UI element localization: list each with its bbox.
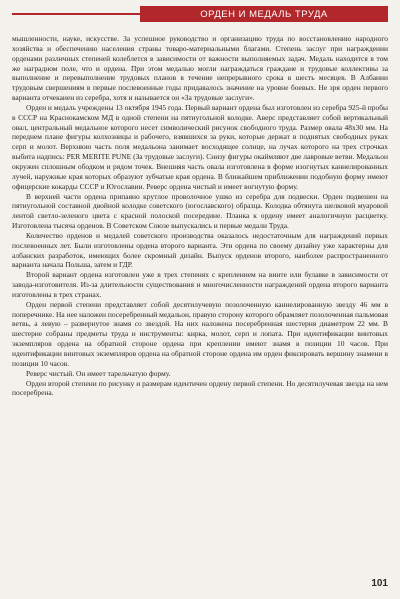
page-number: 101	[371, 578, 388, 589]
paragraph: Реверс чистый. Он имеет тарельчатую форму.	[26, 368, 171, 378]
header-rule	[12, 13, 140, 15]
paragraph: Орден первой степени представляет собой десятилучевую позолоченную каннелированную звезду 46 мм в поперечнике. На нее наложен посеребренный медальон, правую сторону которого обрамляет позолоченная пальмовая ветвь, а левую – развернутое знамя со звездой. На них наложена посеребренная шестерня диаметром 22 мм. В шестерне собраны предметы труда и инструменты: кирка, молот, серп и лопата. При идентификации винтовых экземпляров ордена на обратной стороне ордена при креплении имеют знамя в позиции 10 часов. При идентификации винтовых экземпляров ордена на обратной стороне ордена им орден фиксировать вершину знамени в позиции 10 часов.	[12, 299, 388, 368]
paragraph: Количество орденов и медалей советского производства оказалось недостаточным для награждений первых послевоенных лет. Были изготовлены ордена второго варианта. Эти ордена по своему дизайну уже характерны для албанских разработок, имеющих более скромный дизайн. Выпуск орденов второго, наиболее распространенного варианта начала Польша, затем и ГДР.	[12, 230, 388, 270]
paragraph: Второй вариант ордена изготовлен уже в трех степенях с креплением на винте или булавке в зависимости от завода-изготовителя. Из-за длительности существования и многочисленности награждений ордена второго варианта изготовлены в трех странах.	[12, 270, 388, 299]
paragraph: Орден второй степени по рисунку и размерам идентичен ордену первой степени. Но десятилучевая звезда на нем посеребрена.	[12, 378, 388, 398]
body-text	[12, 34, 388, 398]
paragraph: мышленности, науке, искусстве. За успешное руководство и организацию труда по восстановлению народного хозяйства и обеспечению населения страны товаро-материальными благами. Степень заслуг при награждении орденами различных степеней колеблется в зависимости от важности выполняемых задач. Медаль находится в том же наградном поле, что и ордена. При этом медалью могли награждаться граждане и трудовые коллективы за выполнение и перевыполнение трудовых планов в течение непрерывного срока в шесть месяцев. В Албании трудовым свершениям в первые послевоенные годы придавалось значение на уровне боевых. Не зря орден первого варианта отчеканен из серебра, хотя и называется он «За трудовые заслуги».	[12, 34, 388, 103]
running-header-title: ОРДЕН И МЕДАЛЬ ТРУДА	[200, 8, 328, 20]
paragraph: В верхней части ордена припаяно крутлое проволочное ушко из серебра для подвески. Орден подвешен на пятиугольной составной двойной колодке советского (югославского) образца. Колодка обтянута шелковой муаровой лентой светло-зеленого цвета с красной полоской посередине. Планка к ордену имеет аналогичную расцветку. Изготовлена тысяча орденов. В Советском Союзе выпускались и первые медали Труда.	[12, 191, 388, 231]
running-header	[140, 6, 388, 22]
paragraph: Орден и медаль учреждены 13 октября 1945 года. Первый вариант ордена был изготовлен из серебра 925-й пробы в СССР на Краснокамском МД в одной степени на пятиугольной колодке. Аверс представляет собой вертикальный овал, центральный медальное которого несет символический рисунок свободного труда. Размер овала 48х30 мм. На переднем плане фигуры колхозницы и рабочего, взявшихся за руки, которые держат в поднятых свободных руках серп и молот. Верхнюю часть поля медальона занимает восходящее солнце, на лучах которого на трех строчках выбита надпись: PER MERITE PUNE (За трудовые заслуги). Снизу фигуры окаймляют две лавровые ветви. Медальон окружен сплошным ободком и рядом точек. Внешняя часть овала изготовлена в форме изогнутых каннелированных лучей, наружные края которых образуют зубчатые края ордена. В ближайшем приближении подобную форму имеют офицерские кокарды СССР и Югославии. Реверс ордена чистый и имеет вогнутую форму.	[12, 102, 388, 191]
